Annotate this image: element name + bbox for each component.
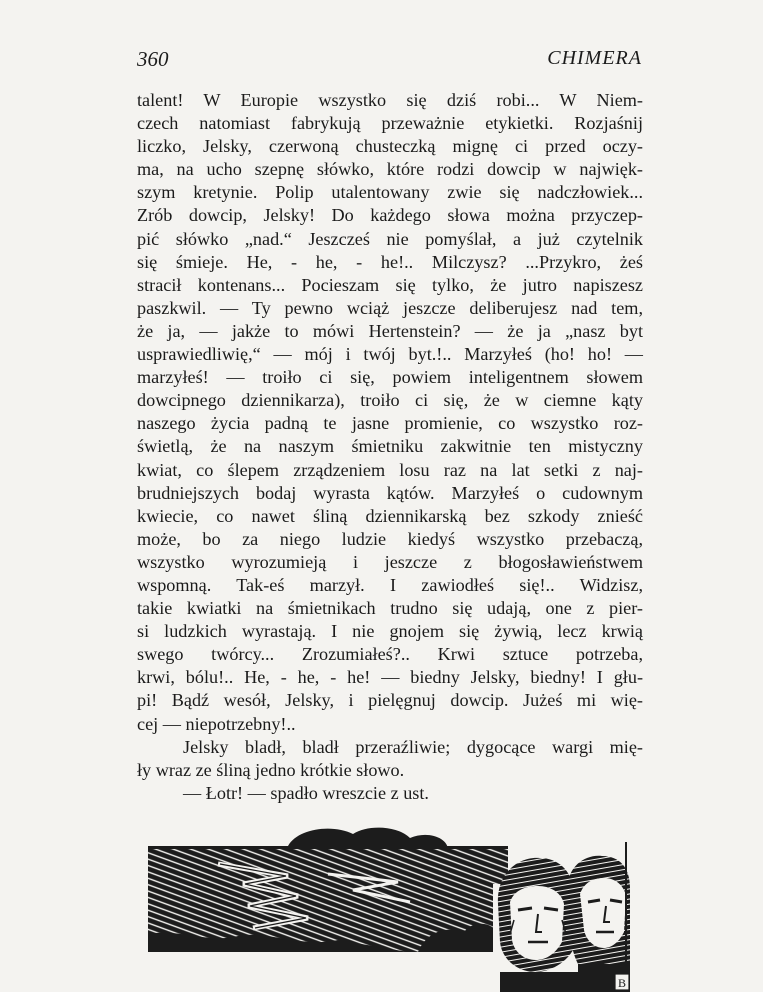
text-line: Jelsky bladł, bladł przeraźliwie; dygocące wargi mię- xyxy=(183,736,643,757)
text-line: usprawiedliwię,“ — mój i twój byt.!.. Marzyłeś (ho! ho! — xyxy=(137,344,643,365)
text-line: si ludzkich wyrastają. I nie gnojem się żywią, lecz krwią xyxy=(137,621,643,642)
artist-monogram xyxy=(615,974,629,990)
text-line: takie kwiatki na śmietnikach trudno się udają, one z pier- xyxy=(137,598,643,619)
text-line: krwi, bólu!.. He, - he, - he! — biedny Jelsky, biedny! I głu- xyxy=(137,667,643,688)
text-line: dowcipnego dziennikarza), troiło ci się, że w ciemne kąty xyxy=(137,390,643,411)
text-line: kwiecie, co nawet śliną dziennikarską bez szkody znieść xyxy=(137,505,643,526)
text-line: może, bo za niego ludzie kiedyś wszystko przebaczą, xyxy=(137,528,643,549)
body-text xyxy=(137,89,643,805)
text-line: naszego życia padną te jasne promienie, co wszystko roz- xyxy=(137,413,643,434)
text-line: szym kretynie. Polip utalentowany zwie się nadczłowiek... xyxy=(137,182,643,203)
text-line: cej — niepotrzebny!.. xyxy=(137,713,296,734)
text-line: wszystko wyrozumieją i jeszcze z błogosławieństwem xyxy=(137,551,643,572)
woodcut-illustration xyxy=(148,824,630,992)
text-line: Zrób dowcip, Jelsky! Do każdego słowa można przyczep- xyxy=(137,205,643,226)
text-line: paszkwil. — Ty pewno wciąż jeszcze deliberujesz nad tem, xyxy=(137,297,643,318)
text-line: świetlą, że na naszym śmietniku zakwitnie ten mistyczny xyxy=(137,436,643,457)
text-line: liczko, Jelsky, czerwoną chusteczką mignę ci przed oczy- xyxy=(137,136,643,157)
text-line: czech natomiast fabrykują przeważnie etykietki. Rozjaśnij xyxy=(137,113,643,134)
text-line: stracił kontenans... Pocieszam się tylko, że jutro napiszesz xyxy=(137,274,643,295)
text-line: pić słówko „nad.“ Jeszcześ nie pomyślał, a już czytelnik xyxy=(137,228,643,249)
text-line: marzyłeś! — troiło ci się, powiem inteligentnem słowem xyxy=(137,367,643,388)
text-line: wspomną. Tak-eś marzył. I zawiodłeś się!.. Widzisz, xyxy=(137,574,643,595)
text-line: pi! Bądź wesół, Jelsky, i pielęgnuj dowcip. Jużeś mi wię- xyxy=(137,690,643,711)
text-line: ma, na ucho szepnę słówko, które rodzi dowcip w najwięk- xyxy=(137,159,643,180)
text-line: talent! W Europie wszystko się dziś robi... W Niem- xyxy=(137,90,643,110)
text-line: brudniejszych bodaj wyrasta kątów. Marzyłeś o cudownym xyxy=(137,482,643,503)
text-line: ły wraz ze śliną jedno krótkie słowo. xyxy=(137,759,405,780)
text-line: — Łotr! — spadło wreszcie z ust. xyxy=(183,782,429,803)
text-line: że ja, — jakże to mówi Hertenstein? — że ja „nasz byt xyxy=(137,320,643,341)
running-header: CHIMERA xyxy=(547,47,642,69)
text-line: kwiat, co ślepem zrządzeniem losu raz na lat setki z naj- xyxy=(137,459,643,480)
text-line: się śmieje. He, - he, - he!.. Milczysz? ...Przykro, żeś xyxy=(137,251,643,272)
page-number: 360 xyxy=(137,47,169,71)
text-line: swego twórcy... Zrozumiałeś?.. Krwi sztuce potrzeba, xyxy=(137,644,643,665)
svg-text:B: B xyxy=(617,976,627,990)
